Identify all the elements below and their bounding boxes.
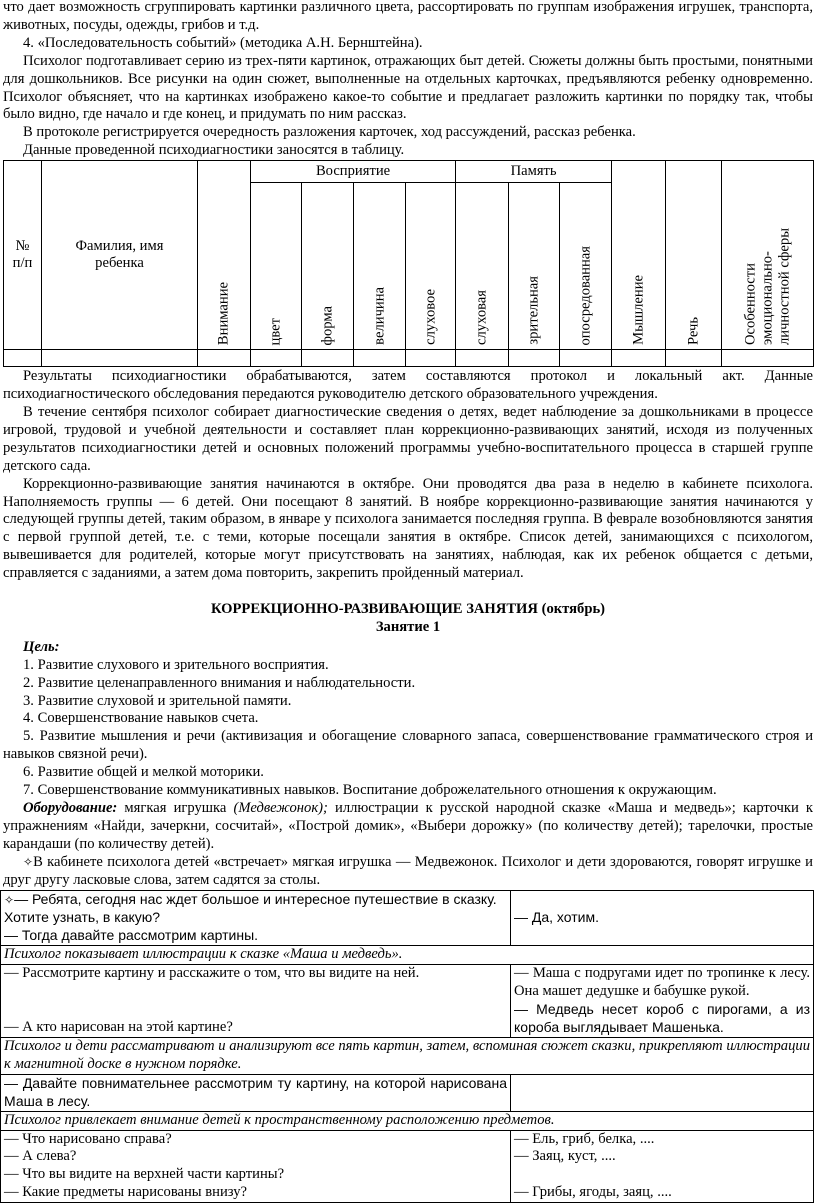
table-intro: Данные проведенной психодиагностики заносятся в таблицу. [23,142,405,159]
september-paragraph: В течение сентября психолог собирает диагностические сведения о детях, ведет наблюдение за дошкольниками в процессе игровой, трудовой и учебной деятельности и составляет план коррекционно-развивающих занятий, исходя из полученных результатов психодиагностики детей и основных положений программы учебно-воспитательного процесса в старшей группе детского сада. [3,403,813,474]
goal-item: 6. Развитие общей и мелкой моторики. [23,764,264,781]
table-row: — Давайте повнимательнее рассмотрим ту картину, на которой нарисована Маша в лесу. [1,1074,814,1111]
october-paragraph: Коррекционно-развивающие занятия начинаются в октябре. Они проводятся два раза в неделю в кабинете психолога. Наполняемость группы — 6 детей. Они посещают 8 занятий. В ноябре коррекционно-развивающие занятия начинаются у следующей группы детей, таким образом, в январе у психолога занимается последняя группа. В феврале возобновляются занятия с первой группой детей, т.е. с теми, которые посещали занятия в октябре. Список детей, занимающихся с психологом, вывешивается для родителей, которые могут присутствовать на занятиях, наблюдая, как их ребенок общается с детьми, справляется с заданиями, а затем дома повторить, закрепить пройденный материал. [3,475,813,582]
table-row: — Рассмотрите картину и расскажите о том, что вы видите на ней. — А кто нарисован на этой картине? — Маша с подругами идет по тропинке к лесу. Она машет дедушке и бабушке рукой. — Медведь несет короб с пирогами, а из короба выглядывает Машенька. [1,965,814,1038]
col-memory-visual: зрительная [509,183,560,350]
table-row: Психолог и дети рассматривают и анализируют все пять картин, затем, вспоминая сюжет сказки, прикрепляют иллюстрации к магнитной доске в нужном порядке. [1,1037,814,1074]
intro-paragraph: что дает возможность сгруппировать картинки различного цвета, рассортировать по группам изображения игрушек, транспорта, животных, посуды, одежды, грибов и т.д. [3,0,813,33]
lesson-intro-paragraph: ✧В кабинете психолога детей «встречает» мягкая игрушка — Медвежонок. Психолог и дети здороваются, говорят игрушке и друг другу ласковые слова, затем садятся за столы. [3,853,813,888]
results-paragraph: Результаты психодиагностики обрабатываются, затем составляются протокол и локальный акт. Данные психодиагностического обследования передаются руководителю детского образовательного учреждения. [3,368,813,403]
col-speech-header: Речь [666,161,722,350]
lesson-subheading: Занятие 1 [375,618,441,635]
sparkle-icon: ✧ [23,854,34,869]
goal-item: 3. Развитие слуховой и зрительной памяти. [23,692,292,709]
col-emotional-header: Особенности эмоционально-личностной сферы [722,161,814,350]
goal-item: 5. Развитие мышления и речи (активизация и обогащение словарного запаса, совершенствование грамматического строя и навыков связной речи). [3,728,813,763]
diagnostics-table [3,160,814,367]
goal-label: Цель: [23,638,60,655]
goal-item: 4. Совершенствование навыков счета. [23,710,259,727]
dialog-table [0,890,814,1203]
col-perception-auditory: слуховое [406,183,456,350]
equipment-label: Оборудование: [23,800,118,816]
method4-title: 4. «Последовательность событий» (методика А.Н. Бернштейна). [23,34,423,51]
goal-item: 1. Развитие слухового и зрительного восприятия. [23,656,329,673]
col-number-header: № п/п [4,161,42,350]
protocol-paragraph: В протоколе регистрируется очередность разложения карточек, ход рассуждений, рассказ ребенка. [23,124,636,141]
table-row: — Что нарисовано справа? — А слева? — Что вы видите на верхней части картины? — Какие предметы нарисованы внизу? — Ель, гриб, белка, .... — Заяц, куст, .... — Грибы, ягоды, заяц, .... [1,1130,814,1203]
sparkle-icon: ✧ [4,892,15,907]
table-row: ✧— Ребята, сегодня нас ждет большое и интересное путешествие в сказку. Хотите узнать, в какую? — Тогда давайте рассмотрим картины. — Да, хотим. [1,890,814,946]
group-memory-header: Память [456,161,612,183]
col-memory-mediated: опосредованная [560,183,612,350]
col-perception-size: величина [354,183,406,350]
equipment-paragraph: Оборудование: мягкая игрушка (Медвежонок); иллюстрации к русской народной сказке «Маша и медведь»; карточки к упражнениям «Найди, зачеркни, сосчитай», «Построй домик», «Выбери дорожку» (по количеству детей); тарелочки, простые карандаши (по количеству детей). [3,800,813,852]
col-name-header: Фамилия, имя ребенка [42,161,198,350]
col-perception-color: цвет [251,183,302,350]
col-perception-shape: форма [302,183,354,350]
method4-text: Психолог подготавливает серию из трех-пяти картинок, отражающих быт детей. Сюжеты должны быть простыми, понятными для дошкольников. Все рисунки на один сюжет, выполненные на отдельных карточках, предъявляются ребенку одновременно. Психолог объясняет, что на картинках изображено какое-то событие и предлагает разложить картинки по порядку так, чтобы было видно, где начало и где конец, и придумать по ним рассказ. [3,52,813,123]
document-page [3,0,813,1203]
col-memory-auditory: слуховая [456,183,509,350]
col-attention-header: Внимание [198,161,251,350]
table-row: Психолог показывает иллюстрации к сказке «Маша и медведь». [1,946,814,965]
col-thinking-header: Мышление [612,161,666,350]
goal-item: 2. Развитие целенаправленного внимания и наблюдательности. [23,674,416,691]
table-row [4,350,814,367]
table-row: Психолог привлекает внимание детей к пространственному расположению предметов. [1,1111,814,1130]
lesson-heading: КОРРЕКЦИОННО-РАЗВИВАЮЩИЕ ЗАНЯТИЯ (октябрь) [210,601,606,618]
group-perception-header: Восприятие [251,161,456,183]
goal-item: 7. Совершенствование коммуникативных навыков. Воспитание доброжелательного отношения к окружающим. [23,782,717,799]
